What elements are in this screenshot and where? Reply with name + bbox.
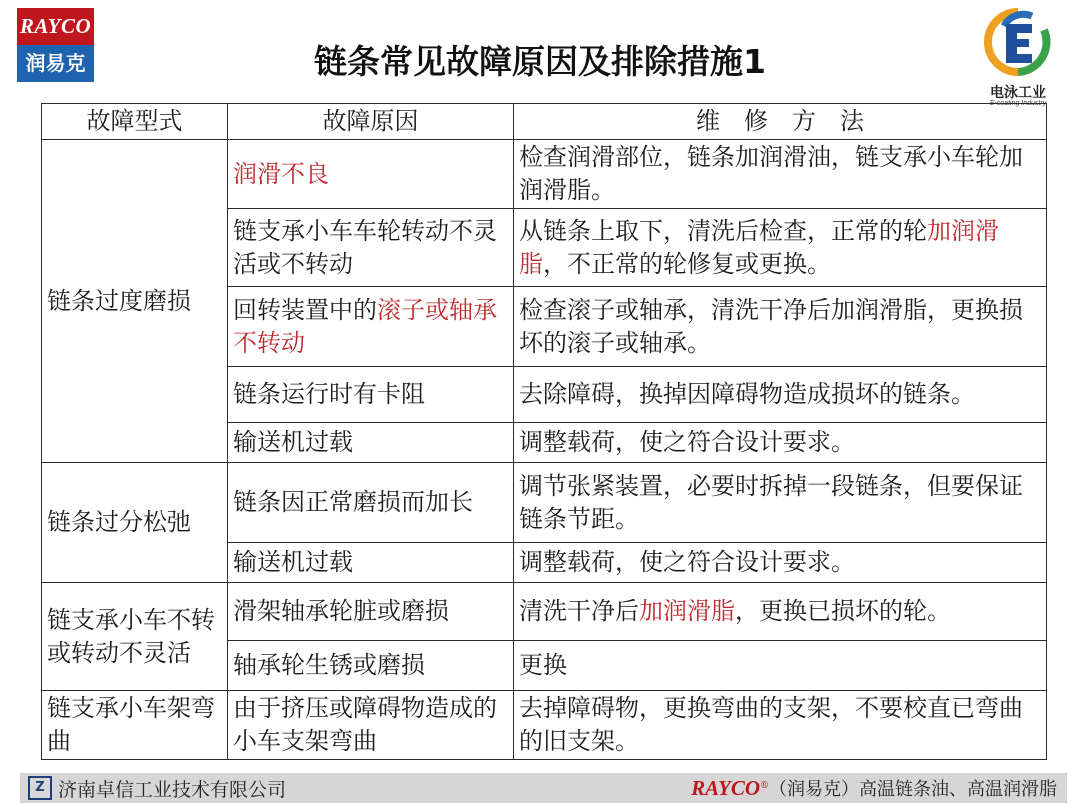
fault-cause-cell (228, 287, 514, 367)
company-name: 济南卓信工业技术有限公司 (58, 779, 287, 801)
cell-text: 回转装置中的 (233, 295, 377, 324)
table-row (42, 463, 1047, 543)
cell-text: 调整载荷，使之符合设计要求。 (519, 428, 855, 456)
company-logo-icon: Z (28, 776, 52, 800)
cell-text: 从链条上取下，清洗后检查，正常的轮 (519, 216, 927, 245)
fault-type-cell: 链条过度磨损 (42, 140, 228, 463)
footer-tagline: （润易克）高温链条油、高温润滑脂 (769, 779, 1057, 800)
table-header-row (42, 104, 1047, 140)
page-title: 链条常见故障原因及排除措施1 (314, 42, 766, 81)
table-row (42, 583, 1047, 641)
ecoating-logo (970, 8, 1066, 107)
repair-method-cell (514, 423, 1047, 463)
ecoating-logo-icon (984, 8, 1052, 80)
cell-text: 由于挤压或障碍物造成的小车支架弯曲 (233, 694, 497, 755)
cell-text: ，不正常的轮修复或更换。 (543, 249, 831, 278)
cell-text: 检查润滑部位，链条加润滑油，链支承小车轮加润滑脂。 (519, 143, 1023, 204)
repair-method-cell (514, 543, 1047, 583)
header-fault-type: 故障型式 (42, 104, 228, 140)
highlighted-text: 加润滑脂 (519, 216, 999, 278)
header-repair-method: 维 修 方 法 (514, 104, 1047, 140)
fault-cause-cell (228, 691, 514, 760)
cell-text: 去掉障碍物，更换弯曲的支架，不要校直已弯曲的旧支架。 (519, 694, 1023, 755)
cell-text: 检查滚子或轴承，清洗干净后加润滑脂，更换损坏的滚子或轴承。 (519, 295, 1023, 357)
footer-bar (20, 773, 1067, 803)
repair-method-cell (514, 691, 1047, 760)
header-fault-cause: 故障原因 (228, 104, 514, 140)
rayco-logo-text: RAYCO (17, 8, 94, 45)
highlighted-text: 润滑不良 (233, 159, 329, 188)
cell-text: 链条因正常磨损而加长 (233, 488, 473, 516)
fault-cause-cell (228, 209, 514, 287)
fault-type-cell: 链支承小车架弯曲 (42, 691, 228, 760)
repair-method-cell (514, 367, 1047, 423)
repair-method-cell (514, 641, 1047, 691)
fault-type-cell: 链条过分松弛 (42, 463, 228, 583)
fault-cause-cell (228, 140, 514, 209)
repair-method-cell (514, 140, 1047, 209)
fault-cause-cell (228, 367, 514, 423)
fault-cause-cell (228, 543, 514, 583)
fault-cause-cell (228, 423, 514, 463)
repair-method-cell (514, 287, 1047, 367)
ecoating-logo-cn: 电泳工业 (990, 85, 1046, 101)
table-row (42, 691, 1047, 760)
cell-text: 滑架轴承轮脏或磨损 (233, 597, 449, 625)
cell-text: 调整载荷，使之符合设计要求。 (519, 548, 855, 576)
rayco-logo-cn: 润易克 (17, 45, 94, 82)
cell-text: 输送机过载 (233, 548, 353, 576)
cell-text: 轴承轮生锈或磨损 (233, 651, 425, 679)
repair-method-cell (514, 463, 1047, 543)
cell-text: 去除障碍，换掉因障碍物造成损坏的链条。 (519, 380, 975, 408)
fault-table (41, 103, 1047, 760)
ecoating-logo-en: E-coating Industry (989, 100, 1047, 107)
highlighted-text: 滚子或轴承不转动 (233, 295, 497, 357)
cell-text: 链支承小车车轮转动不灵活或不转动 (233, 216, 497, 278)
cell-text: 输送机过载 (233, 428, 353, 456)
fault-cause-cell (228, 641, 514, 691)
footer-brand-line (691, 775, 1057, 801)
repair-method-cell (514, 583, 1047, 641)
fault-cause-cell (228, 463, 514, 543)
cell-text: 链条运行时有卡阻 (233, 380, 425, 408)
fault-cause-cell (228, 583, 514, 641)
registered-mark: ® (760, 781, 769, 791)
table-row (42, 140, 1047, 209)
fault-type-cell: 链支承小车不转或转动不灵活 (42, 583, 228, 691)
footer-brand: RAYCO (691, 776, 760, 800)
repair-method-cell (514, 209, 1047, 287)
cell-text: 更换 (519, 651, 567, 679)
cell-text: 调节张紧装置，必要时拆掉一段链条，但要保证链条节距。 (519, 471, 1023, 533)
highlighted-text: 加润滑脂 (639, 597, 735, 625)
cell-text: 清洗干净后 (519, 597, 639, 625)
cell-text: ，更换已损坏的轮。 (735, 597, 951, 625)
